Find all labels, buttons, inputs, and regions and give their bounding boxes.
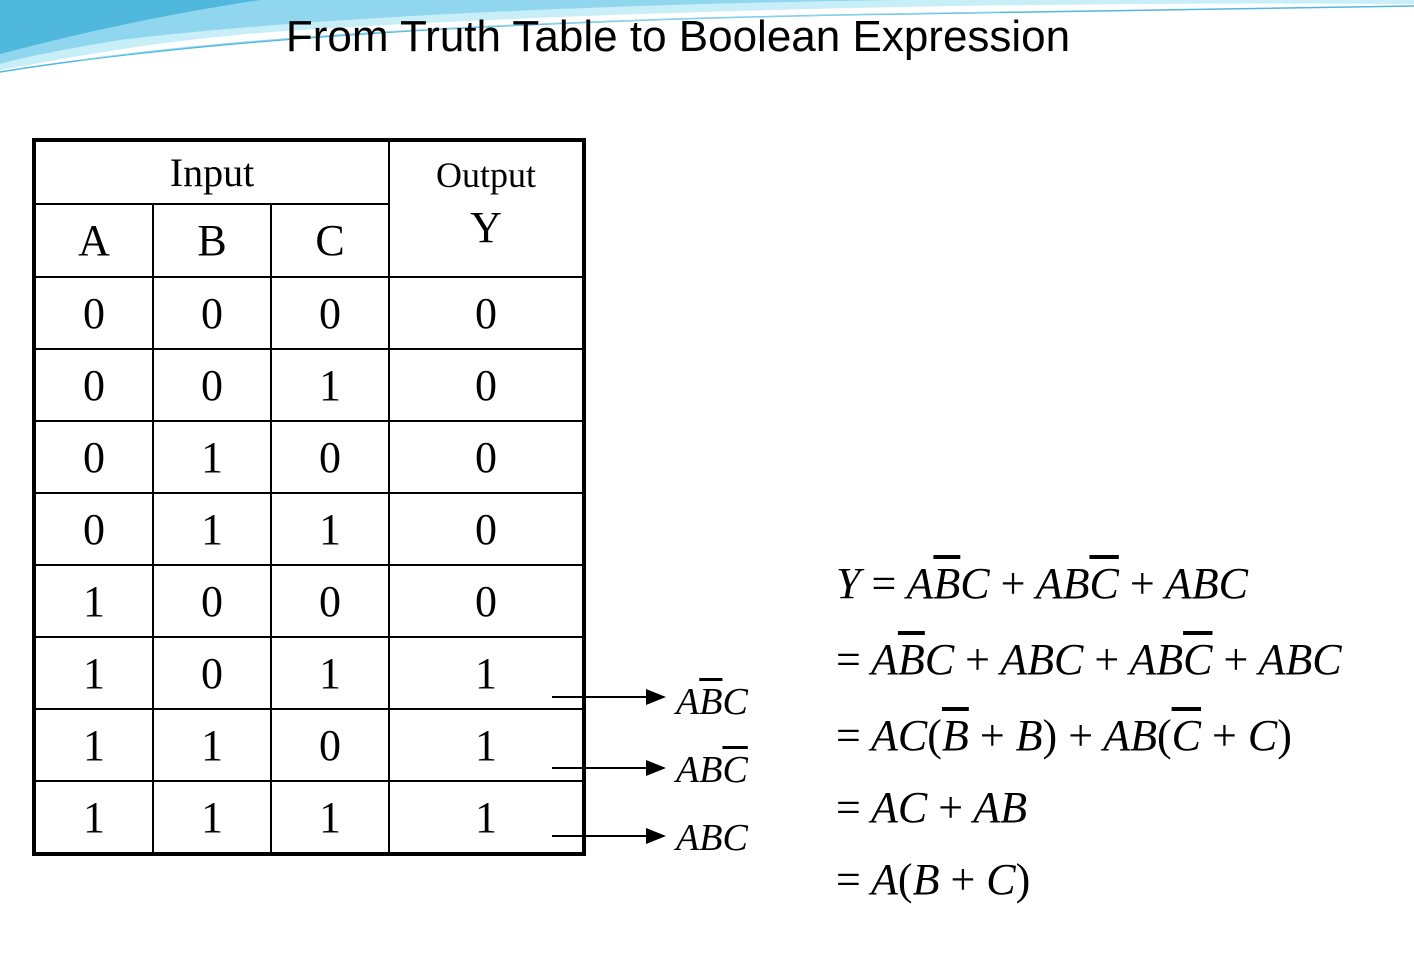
minterm-abc: ABC bbox=[676, 817, 748, 859]
cell-y: 0 bbox=[389, 565, 584, 637]
table-row bbox=[34, 781, 584, 854]
table-row bbox=[34, 493, 584, 565]
table-row bbox=[34, 565, 584, 637]
cell-y: 1 bbox=[389, 637, 584, 709]
cell-a: 1 bbox=[34, 637, 153, 709]
cell-b: 0 bbox=[153, 277, 271, 349]
equation-line-2: = $A\overline{B}C$ + ABC + $AB\overline{C}$ + ABC bbox=[836, 635, 1342, 684]
minterm-arrows bbox=[540, 660, 680, 860]
minterm-abc-bar: $AB\overline{C}$ bbox=[676, 749, 748, 791]
cell-c: 1 bbox=[271, 493, 389, 565]
cell-y: 1 bbox=[389, 709, 584, 781]
table-row bbox=[34, 421, 584, 493]
cell-y: 0 bbox=[389, 493, 584, 565]
cell-a: 1 bbox=[34, 709, 153, 781]
cell-b: 0 bbox=[153, 565, 271, 637]
equation-line-3: = $AC(\overline{B} + B) + AB(\overline{C} + C)$ bbox=[836, 711, 1292, 760]
cell-b: 1 bbox=[153, 709, 271, 781]
column-header-b: B bbox=[153, 204, 271, 277]
table-row bbox=[34, 277, 584, 349]
cell-b: 0 bbox=[153, 637, 271, 709]
table-row bbox=[34, 637, 584, 709]
input-header: Input bbox=[34, 140, 389, 204]
cell-c: 0 bbox=[271, 709, 389, 781]
cell-a: 0 bbox=[34, 421, 153, 493]
cell-a: 0 bbox=[34, 349, 153, 421]
minterm-ab-bar-c: $A\overline{B}C$ bbox=[676, 681, 748, 723]
cell-a: 0 bbox=[34, 493, 153, 565]
cell-c: 0 bbox=[271, 421, 389, 493]
column-header-a: A bbox=[34, 204, 153, 277]
cell-a: 0 bbox=[34, 277, 153, 349]
cell-y: 0 bbox=[389, 421, 584, 493]
cell-b: 0 bbox=[153, 349, 271, 421]
output-header bbox=[389, 140, 584, 277]
cell-b: 1 bbox=[153, 781, 271, 854]
cell-c: 0 bbox=[271, 565, 389, 637]
cell-c: 1 bbox=[271, 637, 389, 709]
cell-y: 0 bbox=[389, 349, 584, 421]
cell-c: 1 bbox=[271, 781, 389, 854]
truth-table bbox=[32, 138, 586, 856]
cell-b: 1 bbox=[153, 493, 271, 565]
cell-b: 1 bbox=[153, 421, 271, 493]
table-row bbox=[34, 709, 584, 781]
cell-a: 1 bbox=[34, 565, 153, 637]
cell-c: 0 bbox=[271, 277, 389, 349]
table-row bbox=[34, 349, 584, 421]
equation-line-5: = A(B + C) bbox=[836, 855, 1031, 904]
output-header-label: Output bbox=[435, 155, 536, 195]
cell-a: 1 bbox=[34, 781, 153, 854]
cell-y: 1 bbox=[389, 781, 584, 854]
cell-c: 1 bbox=[271, 349, 389, 421]
equation-line-4: = AC + AB bbox=[836, 783, 1028, 832]
output-column-label: Y bbox=[470, 203, 502, 252]
column-header-c: C bbox=[271, 204, 389, 277]
page-title: From Truth Table to Boolean Expression bbox=[285, 12, 1071, 61]
equation-line-1: $Y = A\overline{B}C + AB\overline{C}$ + ABC bbox=[836, 559, 1248, 608]
cell-y: 0 bbox=[389, 277, 584, 349]
